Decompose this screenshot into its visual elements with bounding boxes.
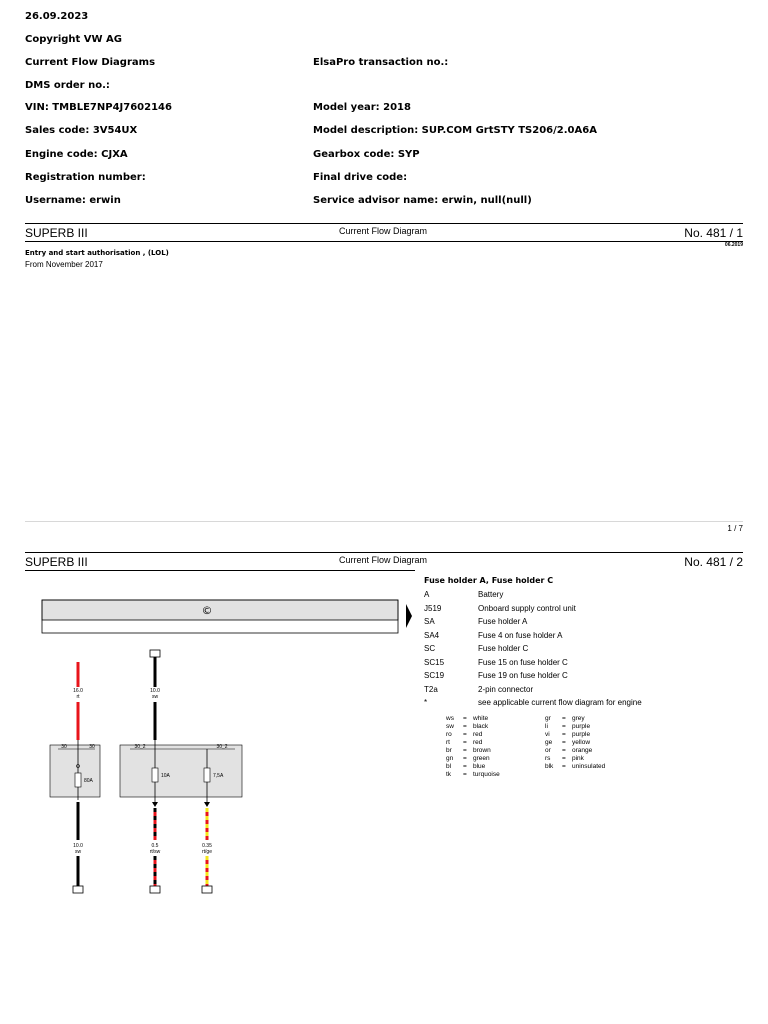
wire2-color: sw	[151, 694, 159, 700]
colour-code-row	[446, 763, 500, 771]
wire4-color: rt/sw	[149, 849, 161, 855]
colour-code-row	[545, 755, 605, 763]
colour-code-name: red	[473, 731, 483, 738]
fuse-sa4-icon	[75, 773, 81, 787]
colour-code-abbr: rt	[446, 739, 450, 746]
arrow-c19-icon	[204, 802, 210, 807]
colour-code-eq: =	[463, 763, 467, 770]
page1-sub-rule	[25, 241, 743, 242]
wire5-color: rt/ge	[201, 849, 213, 855]
colour-code-abbr: li	[545, 723, 548, 730]
colour-code-eq: =	[463, 731, 467, 738]
colour-code-row	[545, 763, 605, 771]
legend-code: SC19	[424, 671, 445, 680]
vin: VIN: TMBLE7NP4J7602146	[25, 102, 172, 113]
page1-title: Entry and start authorisation , (LOL)	[25, 249, 169, 257]
colour-code-name: turquoise	[473, 771, 500, 778]
colour-code-name: green	[473, 755, 490, 762]
ground-symbol: ©	[201, 604, 213, 617]
page2-diagram-number: No. 481 / 2	[684, 555, 743, 569]
connector-c15-icon	[150, 886, 160, 893]
colour-code-eq: =	[562, 723, 566, 730]
page1-page-number: 1 / 7	[727, 524, 743, 533]
dms-order: DMS order no.:	[25, 80, 110, 91]
page1-edition: 06.2019	[724, 242, 743, 248]
colour-code-row	[545, 723, 605, 731]
page1-top-rule	[25, 223, 743, 224]
colour-code-row	[545, 739, 605, 747]
term-a-right: 30	[89, 744, 95, 750]
legend-description: Onboard supply control unit	[478, 603, 576, 613]
copyright: Copyright VW AG	[25, 34, 122, 45]
connector-top-icon	[150, 650, 160, 657]
legend-description: Fuse holder C	[478, 644, 529, 653]
colour-codes-left	[446, 715, 500, 779]
registration-number: Registration number:	[25, 172, 146, 183]
colour-code-eq: =	[463, 755, 467, 762]
colour-codes-right	[545, 715, 605, 771]
document-type: Current Flow Diagrams	[25, 57, 156, 68]
colour-code-eq: =	[562, 747, 566, 754]
arrow-c15-icon	[152, 802, 158, 807]
legend-title: Fuse holder A, Fuse holder C	[424, 576, 554, 585]
colour-code-abbr: bl	[446, 763, 452, 770]
wire2-size: 10.0	[150, 688, 160, 694]
legend-code: SC	[424, 644, 436, 653]
legend-description: Fuse 4 on fuse holder A	[478, 630, 563, 640]
model-description: Model description: SUP.COM GrtSTY TS206/2.0A6A	[313, 125, 597, 136]
colour-code-abbr: br	[446, 747, 452, 754]
sales-code: Sales code: 3V54UX	[25, 125, 138, 136]
colour-code-eq: =	[562, 755, 566, 762]
colour-code-row	[446, 747, 500, 755]
legend-code: SC15	[424, 657, 445, 667]
wire3-color: sw	[74, 849, 82, 855]
legend-description: Fuse holder A	[478, 617, 528, 626]
colour-code-name: white	[473, 715, 489, 722]
connector-a-icon	[73, 886, 83, 893]
page2-model: SUPERB III	[25, 555, 88, 569]
fuse-sc15-icon	[152, 768, 158, 782]
model-year: Model year: 2018	[313, 102, 411, 113]
fuse-sa4-rating: 80A	[84, 778, 93, 784]
colour-code-row	[446, 755, 500, 763]
colour-code-row	[446, 739, 500, 747]
service-advisor: Service advisor name: erwin, null(null)	[313, 195, 532, 206]
page1-model: SUPERB III	[25, 226, 88, 240]
legend-description: 2-pin connector	[478, 684, 534, 694]
legend-description: Fuse 15 on fuse holder C	[478, 657, 568, 667]
username: Username: erwin	[25, 195, 121, 206]
legend-code: A	[424, 590, 430, 599]
wire4-size: 0.5	[151, 843, 159, 849]
colour-code-eq: =	[463, 747, 467, 754]
legend-code: *	[424, 698, 428, 707]
colour-code-eq: =	[562, 715, 566, 722]
legend-code: T2a	[424, 684, 438, 694]
page1-diagram-number: No. 481 / 1	[684, 226, 743, 240]
page1-doc-label: Current Flow Diagram	[339, 226, 428, 236]
colour-code-eq: =	[463, 723, 467, 730]
colour-code-eq: =	[463, 739, 467, 746]
colour-code-eq: =	[463, 715, 467, 722]
colour-code-eq: =	[562, 763, 566, 770]
colour-code-name: yellow	[572, 739, 591, 746]
fuse-sc19-rating: 7,5A	[213, 773, 224, 779]
colour-code-row	[545, 715, 605, 723]
colour-code-eq: =	[463, 771, 467, 778]
wire1-size: 16.0	[73, 688, 83, 694]
term-a-left: 30	[61, 744, 67, 750]
colour-code-abbr: vi	[545, 731, 550, 738]
colour-code-abbr: or	[545, 747, 551, 754]
colour-code-eq: =	[562, 739, 566, 746]
colour-code-name: brown	[473, 747, 491, 754]
colour-code-abbr: rs	[545, 755, 551, 762]
fuse-holder-a	[50, 745, 100, 797]
colour-code-row	[446, 771, 500, 779]
colour-code-eq: =	[562, 731, 566, 738]
colour-code-abbr: sw	[446, 723, 454, 730]
colour-code-abbr: tk	[446, 771, 452, 778]
legend-code: SA	[424, 617, 435, 626]
gearbox-code: Gearbox code: SYP	[313, 149, 420, 160]
colour-code-abbr: ws	[446, 715, 454, 722]
colour-code-name: uninsulated	[572, 763, 606, 770]
colour-code-name: pink	[572, 755, 584, 762]
colour-code-row	[446, 723, 500, 731]
term-c-left: 30_2	[134, 744, 146, 750]
wire3-size: 10.0	[73, 843, 83, 849]
elsapro-transaction: ElsaPro transaction no.:	[313, 57, 449, 68]
colour-code-row	[545, 747, 605, 755]
colour-code-name: grey	[572, 715, 585, 722]
colour-code-abbr: gr	[545, 715, 551, 722]
wiring-diagram	[0, 590, 420, 910]
wire5-size: 0.35	[202, 843, 212, 849]
legend-description: Battery	[478, 590, 504, 599]
colour-code-name: black	[473, 723, 489, 730]
page1-from: From November 2017	[25, 260, 103, 269]
legend-code: SA4	[424, 630, 440, 640]
colour-code-row	[545, 731, 605, 739]
final-drive-code: Final drive code:	[313, 172, 408, 183]
legend-description: see applicable current flow diagram for engine	[478, 698, 642, 707]
colour-code-row	[446, 731, 500, 739]
fuse-sc15-rating: 10A	[161, 773, 170, 779]
colour-code-name: purple	[572, 731, 591, 738]
legend-description: Fuse 19 on fuse holder C	[478, 671, 568, 680]
battery-band	[42, 600, 398, 620]
engine-code: Engine code: CJXA	[25, 149, 128, 160]
colour-code-row	[446, 715, 500, 723]
colour-code-abbr: blk	[545, 763, 554, 770]
fuse-holder-c	[120, 745, 242, 797]
colour-code-abbr: ro	[446, 731, 452, 738]
page2-sub-rule	[25, 570, 415, 571]
wire1-color: rt	[76, 694, 80, 700]
colour-code-name: red	[473, 739, 483, 746]
page-divider	[25, 521, 743, 522]
fuse-sc19-icon	[204, 768, 210, 782]
page2-doc-label: Current Flow Diagram	[339, 555, 428, 565]
connector-c19-icon	[202, 886, 212, 893]
term-c-right: 30_2	[216, 744, 228, 750]
colour-code-name: orange	[572, 747, 593, 754]
legend-code: J519	[424, 603, 442, 613]
colour-code-name: purple	[572, 723, 591, 730]
page2-top-rule	[25, 552, 743, 553]
print-date: 26.09.2023	[25, 11, 89, 22]
continuation-arrow-icon	[406, 604, 412, 628]
colour-code-abbr: ge	[545, 739, 553, 746]
colour-code-abbr: gn	[446, 755, 454, 762]
colour-code-name: blue	[473, 763, 486, 770]
